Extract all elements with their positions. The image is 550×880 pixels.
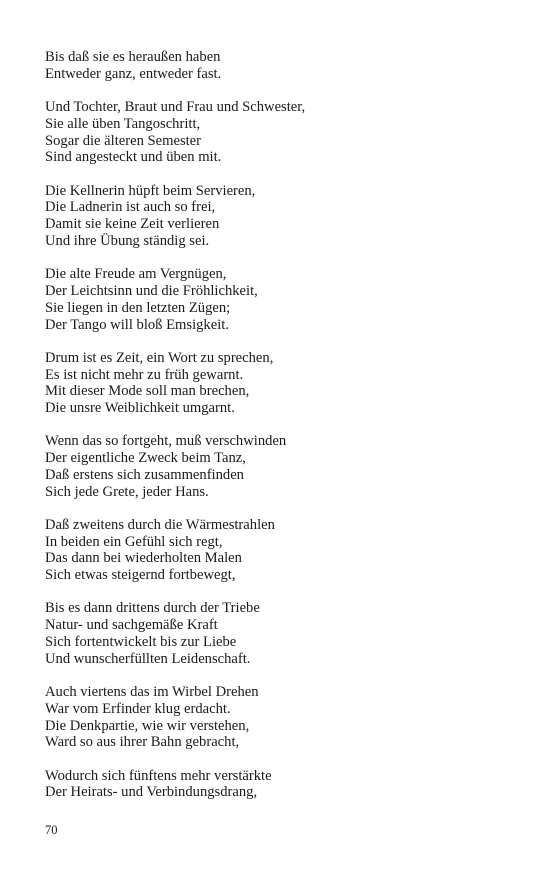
poem-line: Sich etwas steigernd fortbewegt, [45,567,236,584]
poem-line: Sich fortentwickelt bis zur Liebe [45,634,237,651]
poem-line: Sogar die älteren Semester [45,132,202,149]
page-number: 70 [45,823,58,837]
poem-line: Daß erstens sich zusammenfinden [45,466,244,483]
poem-line: Sie liegen in den letzten Zügen; [45,299,231,316]
stanza [45,433,515,500]
poem-line: Mit dieser Mode soll man brechen, [45,383,250,400]
poem-line: Der Leichtsinn und die Fröhlichkeit, [45,282,258,299]
poem-line: Entweder ganz, entweder fast. [45,65,222,82]
poem-body [45,49,515,818]
poem-line: Bis es dann drittens durch der Triebe [45,600,260,617]
poem-line: Die unsre Weiblichkeit umgarnt. [45,400,235,417]
poem-line: Natur- und sachgemäße Kraft [45,617,218,634]
poem-line: Ward so aus ihrer Bahn gebracht, [45,734,240,751]
poem-line: Daß zweitens durch die Wärmestrahlen [45,516,275,533]
stanza [45,517,515,584]
poem-line: Der eigentliche Zweck beim Tanz, [45,450,246,467]
poem-line: Die Denkpartie, wie wir verstehen, [45,717,250,734]
poem-line: Es ist nicht mehr zu früh gewarnt. [45,366,244,383]
poem-line: In beiden ein Gefühl sich regt, [45,533,223,550]
stanza [45,684,515,751]
poem-line: Sie alle üben Tangoschritt, [45,115,201,132]
poem-line: Die Ladnerin ist auch so frei, [45,199,216,216]
poem-line: War vom Erfinder klug erdacht. [45,700,231,717]
poem-line: Sind angesteckt und üben mit. [45,149,222,166]
poem-line: Das dann bei wiederholten Malen [45,550,242,567]
poem-line: Und ihre Übung ständig sei. [45,232,210,249]
poem-line: Sich jede Grete, jeder Hans. [45,483,209,500]
stanza [45,768,515,802]
poem-line: Wodurch sich fünftens mehr verstärkte [45,767,272,784]
poem-line: Der Heirats- und Verbindungsdrang, [45,784,258,801]
stanza [45,183,515,250]
poem-line: Damit sie keine Zeit verlieren [45,216,220,233]
poem-line: Und Tochter, Braut und Frau und Schwester, [45,98,306,115]
poem-line: Die alte Freude am Vergnügen, [45,266,227,283]
stanza [45,350,515,417]
stanza [45,49,515,83]
stanza [45,600,515,667]
poem-line: Wenn das so fortgeht, muß verschwinden [45,433,287,450]
stanza [45,266,515,333]
stanza [45,99,515,166]
poem-line: Die Kellnerin hüpft beim Servieren, [45,182,256,199]
poem-line: Auch viertens das im Wirbel Drehen [45,684,259,701]
poem-line: Der Tango will bloß Emsigkeit. [45,316,229,333]
poem-line: Drum ist es Zeit, ein Wort zu sprechen, [45,349,274,366]
poem-line: Bis daß sie es heraußen haben [45,49,221,65]
poem-line: Und wunscherfüllten Leidenschaft. [45,650,251,667]
